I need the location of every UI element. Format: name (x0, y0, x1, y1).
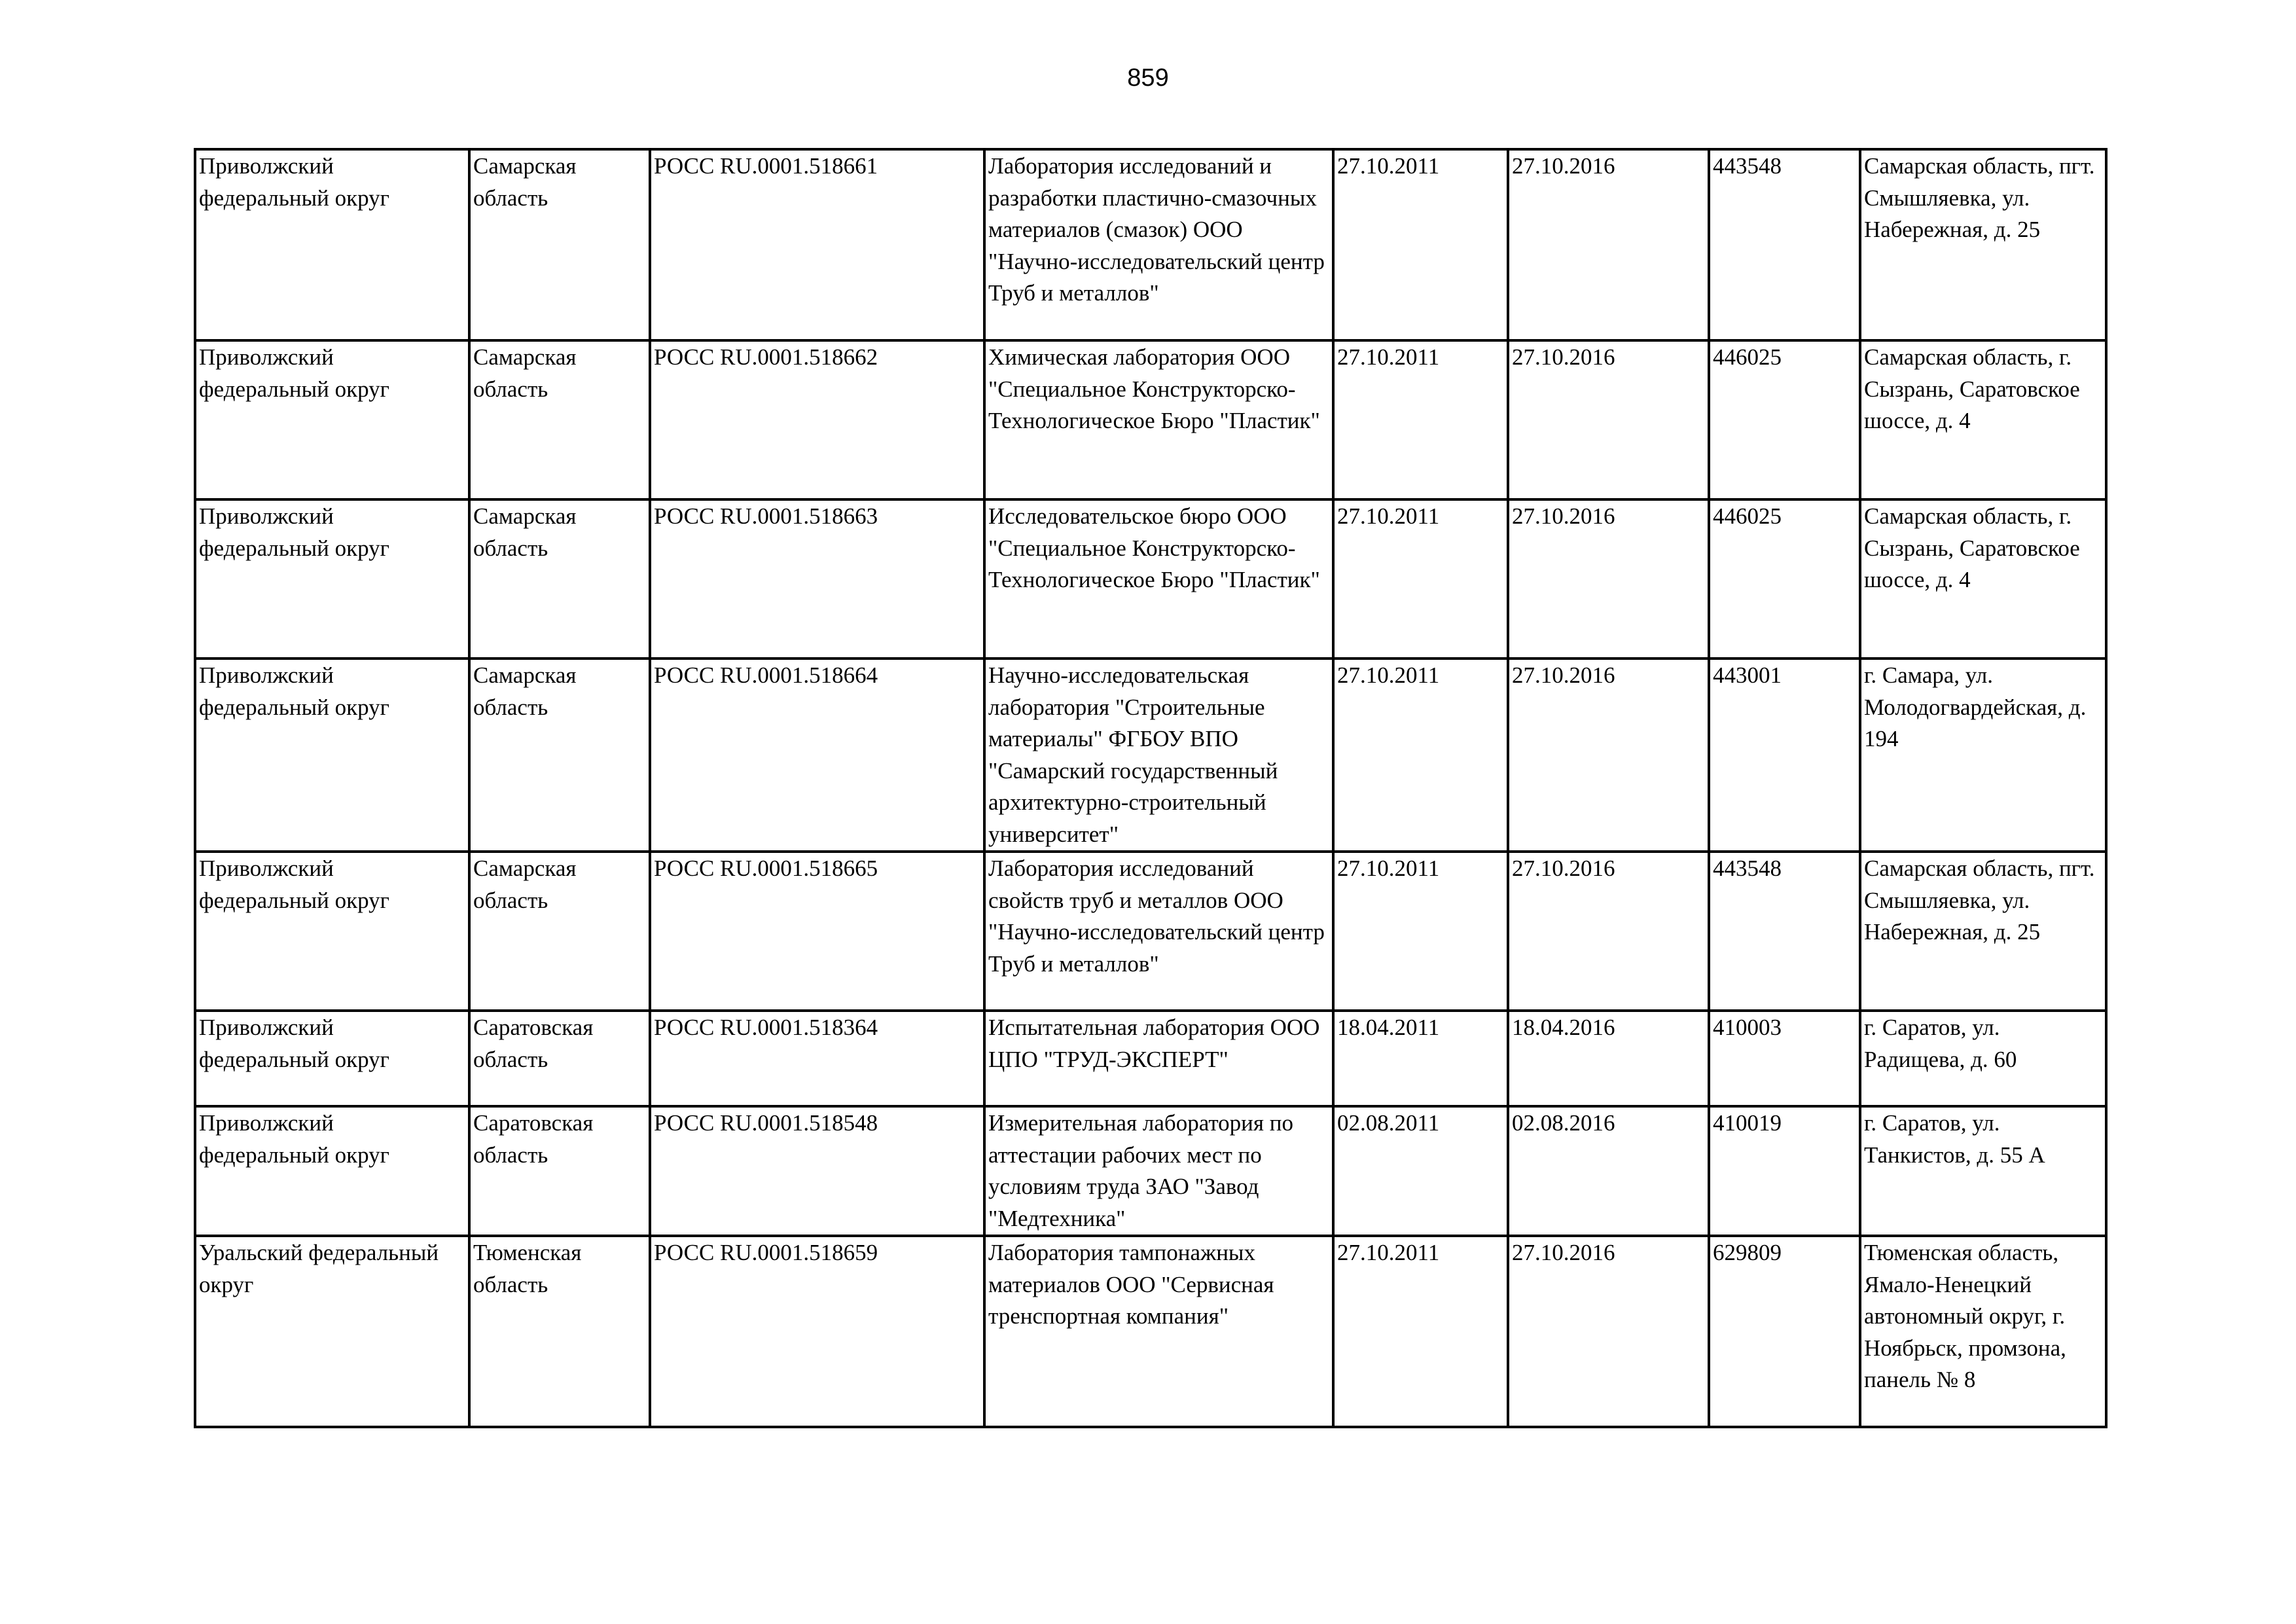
postal-code-cell: 443548 (1709, 852, 1860, 1011)
organization-cell: Исследовательское бюро ООО "Специальное Конструкторско-Технологическое Бюро "Пластик" (984, 499, 1333, 659)
table-row (195, 499, 2106, 659)
organization-cell: Лаборатория тампонажных материалов ООО "Сервисная тренспортная компания" (984, 1236, 1333, 1427)
date-to-cell: 27.10.2016 (1508, 1236, 1709, 1427)
date-to-cell: 27.10.2016 (1508, 499, 1709, 659)
address-cell: Самарская область, г. Сызрань, Саратовское шоссе, д. 4 (1860, 499, 2106, 659)
address-cell: г. Самара, ул. Молодогвардейская, д. 194 (1860, 659, 2106, 852)
date-to-cell: 27.10.2016 (1508, 659, 1709, 852)
reg-number-cell: РОСС RU.0001.518364 (650, 1011, 984, 1106)
reg-number-cell: РОСС RU.0001.518548 (650, 1106, 984, 1236)
date-to-cell: 27.10.2016 (1508, 852, 1709, 1011)
address-cell: Тюменская область, Ямало-Ненецкий автономный округ, г. Ноябрьск, промзона, панель № 8 (1860, 1236, 2106, 1427)
date-to-cell: 27.10.2016 (1508, 149, 1709, 340)
district-cell: Приволжский федеральный округ (195, 1106, 469, 1236)
date-from-cell: 27.10.2011 (1333, 852, 1508, 1011)
organization-cell: Научно-исследовательская лаборатория "Строительные материалы" ФГБОУ ВПО "Самарский государственный архитектурно-строительный университет" (984, 659, 1333, 852)
postal-code-cell: 446025 (1709, 340, 1860, 499)
district-cell: Уральский федеральный округ (195, 1236, 469, 1427)
date-from-cell: 02.08.2011 (1333, 1106, 1508, 1236)
table-row (195, 1236, 2106, 1427)
organization-cell: Измерительная лаборатория по аттестации рабочих мест по условиям труда ЗАО "Завод "Медтехника" (984, 1106, 1333, 1236)
table-row (195, 659, 2106, 852)
date-from-cell: 18.04.2011 (1333, 1011, 1508, 1106)
reg-number-cell: РОСС RU.0001.518662 (650, 340, 984, 499)
address-cell: Самарская область, г. Сызрань, Саратовское шоссе, д. 4 (1860, 340, 2106, 499)
postal-code-cell: 446025 (1709, 499, 1860, 659)
organization-cell: Испытательная лаборатория ООО ЦПО "ТРУД-ЭКСПЕРТ" (984, 1011, 1333, 1106)
reg-number-cell: РОСС RU.0001.518659 (650, 1236, 984, 1427)
date-from-cell: 27.10.2011 (1333, 149, 1508, 340)
region-cell: Самарская область (469, 852, 650, 1011)
table-row (195, 852, 2106, 1011)
date-from-cell: 27.10.2011 (1333, 340, 1508, 499)
date-from-cell: 27.10.2011 (1333, 659, 1508, 852)
district-cell: Приволжский федеральный округ (195, 1011, 469, 1106)
registry-table (194, 148, 2108, 1428)
region-cell: Самарская область (469, 340, 650, 499)
region-cell: Самарская область (469, 659, 650, 852)
address-cell: Самарская область, пгт. Смышляевка, ул. Набережная, д. 25 (1860, 149, 2106, 340)
district-cell: Приволжский федеральный округ (195, 852, 469, 1011)
region-cell: Саратовская область (469, 1011, 650, 1106)
reg-number-cell: РОСС RU.0001.518665 (650, 852, 984, 1011)
district-cell: Приволжский федеральный округ (195, 499, 469, 659)
postal-code-cell: 410019 (1709, 1106, 1860, 1236)
date-to-cell: 02.08.2016 (1508, 1106, 1709, 1236)
date-from-cell: 27.10.2011 (1333, 499, 1508, 659)
table-row (195, 340, 2106, 499)
address-cell: Самарская область, пгт. Смышляевка, ул. Набережная, д. 25 (1860, 852, 2106, 1011)
date-to-cell: 27.10.2016 (1508, 340, 1709, 499)
reg-number-cell: РОСС RU.0001.518663 (650, 499, 984, 659)
date-to-cell: 18.04.2016 (1508, 1011, 1709, 1106)
organization-cell: Химическая лаборатория ООО "Специальное Конструкторско-Технологическое Бюро "Пластик" (984, 340, 1333, 499)
organization-cell: Лаборатория исследований свойств труб и металлов ООО "Научно-исследовательский центр Труб и металлов" (984, 852, 1333, 1011)
organization-cell: Лаборатория исследований и разработки пластично-смазочных материалов (смазок) ООО "Научно-исследовательский центр Труб и металлов" (984, 149, 1333, 340)
postal-code-cell: 443001 (1709, 659, 1860, 852)
region-cell: Тюменская область (469, 1236, 650, 1427)
table-row (195, 1106, 2106, 1236)
reg-number-cell: РОСС RU.0001.518664 (650, 659, 984, 852)
address-cell: г. Саратов, ул. Танкистов, д. 55 А (1860, 1106, 2106, 1236)
table-row (195, 149, 2106, 340)
district-cell: Приволжский федеральный округ (195, 659, 469, 852)
page-number: 859 (1127, 64, 1169, 92)
district-cell: Приволжский федеральный округ (195, 149, 469, 340)
reg-number-cell: РОСС RU.0001.518661 (650, 149, 984, 340)
date-from-cell: 27.10.2011 (1333, 1236, 1508, 1427)
address-cell: г. Саратов, ул. Радищева, д. 60 (1860, 1011, 2106, 1106)
postal-code-cell: 629809 (1709, 1236, 1860, 1427)
region-cell: Саратовская область (469, 1106, 650, 1236)
region-cell: Самарская область (469, 149, 650, 340)
district-cell: Приволжский федеральный округ (195, 340, 469, 499)
postal-code-cell: 443548 (1709, 149, 1860, 340)
postal-code-cell: 410003 (1709, 1011, 1860, 1106)
region-cell: Самарская область (469, 499, 650, 659)
table-row (195, 1011, 2106, 1106)
